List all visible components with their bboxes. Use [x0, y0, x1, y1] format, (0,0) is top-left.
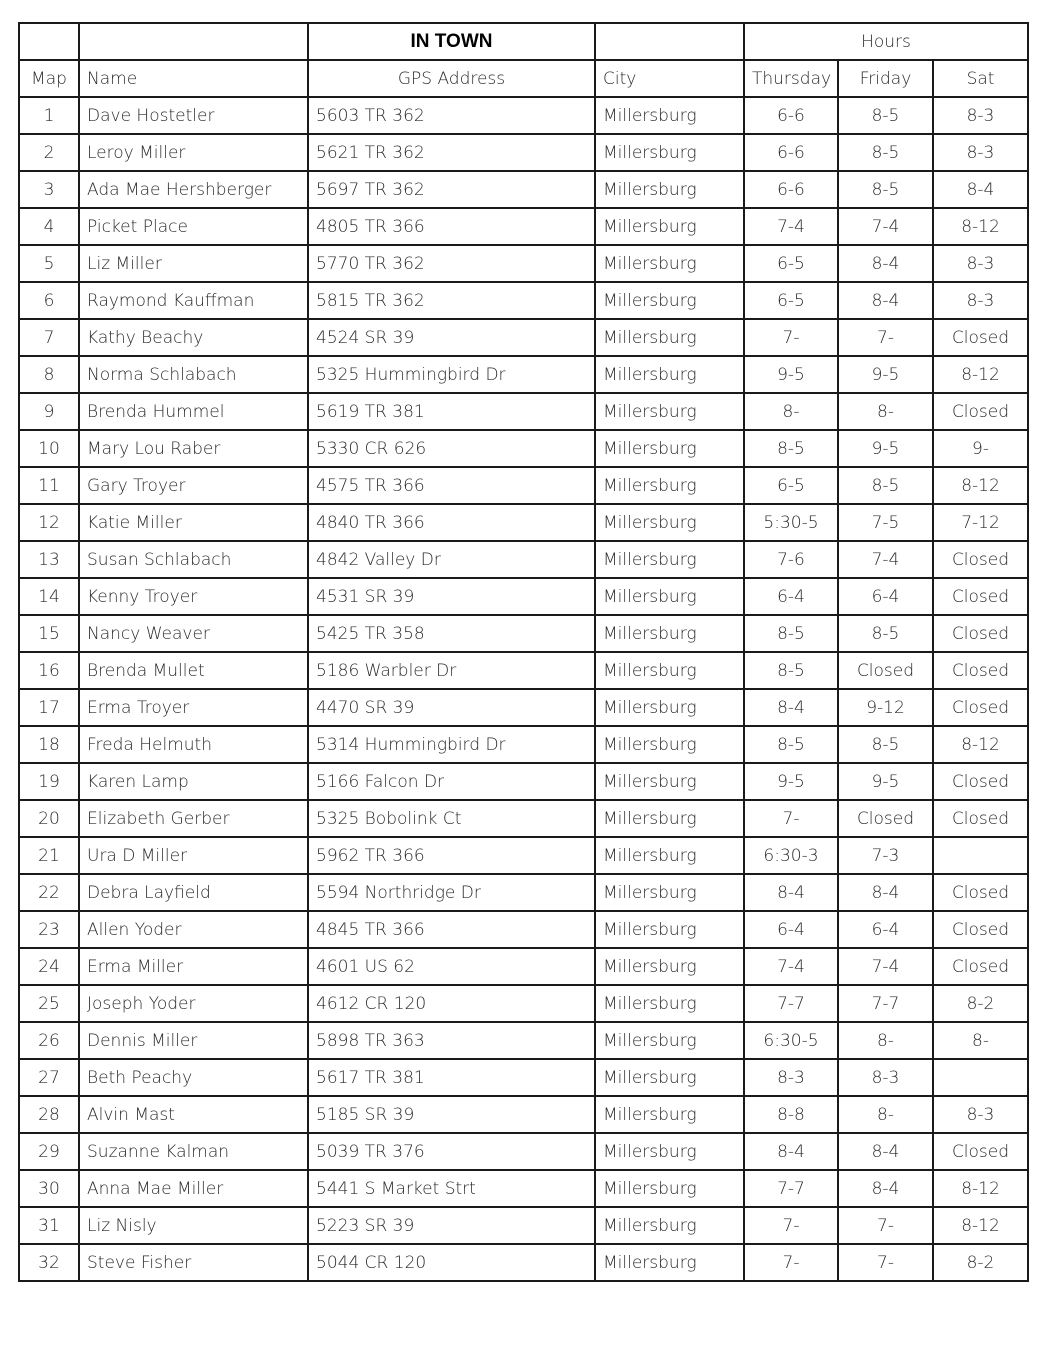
table-row [19, 393, 1028, 430]
gps-address-cell: 5039 TR 376 [308, 1133, 595, 1170]
sat-hours-cell: 9- [933, 430, 1028, 467]
vendor-name-cell: Alvin Mast [79, 1096, 308, 1133]
map-number-cell: 22 [19, 874, 79, 911]
sat-hours-cell [933, 1059, 1028, 1096]
city-cell: Millersburg [595, 245, 744, 282]
sat-hours-cell: 8-3 [933, 1096, 1028, 1133]
friday-hours-cell: 7-4 [838, 208, 933, 245]
sat-hours-cell: 8-12 [933, 1207, 1028, 1244]
thursday-hours-cell: 7- [744, 800, 838, 837]
friday-hours-cell: 6-4 [838, 911, 933, 948]
vendor-name-cell: Katie Miller [79, 504, 308, 541]
table-row [19, 319, 1028, 356]
gps-address-cell: 4840 TR 366 [308, 504, 595, 541]
vendor-name-cell: Raymond Kauffman [79, 282, 308, 319]
friday-hours-cell: 9-5 [838, 430, 933, 467]
table-row [19, 1207, 1028, 1244]
city-cell: Millersburg [595, 467, 744, 504]
city-cell: Millersburg [595, 1170, 744, 1207]
thursday-hours-cell: 9-5 [744, 763, 838, 800]
thursday-hours-cell: 7-7 [744, 1170, 838, 1207]
vendor-name-cell: Suzanne Kalman [79, 1133, 308, 1170]
col-header-gps-address: GPS Address [308, 60, 595, 97]
sat-hours-cell: 8-2 [933, 985, 1028, 1022]
thursday-hours-cell: 7-4 [744, 208, 838, 245]
friday-hours-cell: 8-5 [838, 615, 933, 652]
city-cell: Millersburg [595, 1059, 744, 1096]
friday-hours-cell: 8-5 [838, 171, 933, 208]
map-number-cell: 5 [19, 245, 79, 282]
city-cell: Millersburg [595, 393, 744, 430]
sat-hours-cell: Closed [933, 319, 1028, 356]
city-cell: Millersburg [595, 763, 744, 800]
vendor-name-cell: Joseph Yoder [79, 985, 308, 1022]
gps-address-cell: 5325 Bobolink Ct [308, 800, 595, 837]
friday-hours-cell: 8-4 [838, 282, 933, 319]
friday-hours-cell: 7-4 [838, 948, 933, 985]
map-number-cell: 20 [19, 800, 79, 837]
col-header-friday: Friday [838, 60, 933, 97]
friday-hours-cell: 8-4 [838, 245, 933, 282]
vendor-name-cell: Steve Fisher [79, 1244, 308, 1281]
vendor-name-cell: Dave Hostetler [79, 97, 308, 134]
table-row [19, 578, 1028, 615]
thursday-hours-cell: 6-5 [744, 282, 838, 319]
sat-hours-cell: Closed [933, 874, 1028, 911]
city-cell: Millersburg [595, 985, 744, 1022]
city-cell: Millersburg [595, 356, 744, 393]
sat-hours-cell: Closed [933, 615, 1028, 652]
city-cell: Millersburg [595, 1244, 744, 1281]
map-number-cell: 27 [19, 1059, 79, 1096]
gps-address-cell: 4575 TR 366 [308, 467, 595, 504]
blank-cell [19, 23, 79, 60]
table-row [19, 837, 1028, 874]
thursday-hours-cell: 7- [744, 1244, 838, 1281]
city-cell: Millersburg [595, 97, 744, 134]
gps-address-cell: 5186 Warbler Dr [308, 652, 595, 689]
thursday-hours-cell: 7-4 [744, 948, 838, 985]
gps-address-cell: 5594 Northridge Dr [308, 874, 595, 911]
map-number-cell: 3 [19, 171, 79, 208]
friday-hours-cell: 8-4 [838, 1133, 933, 1170]
friday-hours-cell: 8-5 [838, 97, 933, 134]
table-row [19, 282, 1028, 319]
city-cell: Millersburg [595, 726, 744, 763]
city-cell: Millersburg [595, 319, 744, 356]
vendor-name-cell: Beth Peachy [79, 1059, 308, 1096]
map-number-cell: 28 [19, 1096, 79, 1133]
table-row [19, 97, 1028, 134]
thursday-hours-cell: 6-4 [744, 911, 838, 948]
sat-hours-cell: 8-4 [933, 171, 1028, 208]
vendor-name-cell: Erma Miller [79, 948, 308, 985]
map-number-cell: 9 [19, 393, 79, 430]
map-number-cell: 13 [19, 541, 79, 578]
table-row [19, 726, 1028, 763]
vendor-name-cell: Nancy Weaver [79, 615, 308, 652]
thursday-hours-cell: 8-5 [744, 430, 838, 467]
table-row [19, 652, 1028, 689]
sat-hours-cell: Closed [933, 763, 1028, 800]
map-number-cell: 16 [19, 652, 79, 689]
table-row [19, 874, 1028, 911]
city-cell: Millersburg [595, 689, 744, 726]
sat-hours-cell: 8-2 [933, 1244, 1028, 1281]
thursday-hours-cell: 6:30-3 [744, 837, 838, 874]
gps-address-cell: 4470 SR 39 [308, 689, 595, 726]
thursday-hours-cell: 8-4 [744, 874, 838, 911]
table-row [19, 1133, 1028, 1170]
city-cell: Millersburg [595, 430, 744, 467]
map-number-cell: 2 [19, 134, 79, 171]
table-row [19, 948, 1028, 985]
gps-address-cell: 5617 TR 381 [308, 1059, 595, 1096]
map-number-cell: 18 [19, 726, 79, 763]
col-header-thursday: Thursday [744, 60, 838, 97]
gps-address-cell: 5044 CR 120 [308, 1244, 595, 1281]
col-header-map: Map [19, 60, 79, 97]
gps-address-cell: 5697 TR 362 [308, 171, 595, 208]
map-number-cell: 7 [19, 319, 79, 356]
table-row [19, 356, 1028, 393]
sat-hours-cell: 8-12 [933, 1170, 1028, 1207]
gps-address-cell: 5223 SR 39 [308, 1207, 595, 1244]
vendor-name-cell: Kathy Beachy [79, 319, 308, 356]
gps-address-cell: 4612 CR 120 [308, 985, 595, 1022]
vendor-name-cell: Erma Troyer [79, 689, 308, 726]
friday-hours-cell: 8-4 [838, 874, 933, 911]
hours-header: Hours [744, 23, 1028, 60]
table-row [19, 134, 1028, 171]
city-cell: Millersburg [595, 948, 744, 985]
vendor-name-cell: Leroy Miller [79, 134, 308, 171]
friday-hours-cell: 8-5 [838, 134, 933, 171]
blank-cell [595, 23, 744, 60]
gps-address-cell: 5425 TR 358 [308, 615, 595, 652]
city-cell: Millersburg [595, 652, 744, 689]
friday-hours-cell: 7- [838, 319, 933, 356]
in-town-table [18, 22, 1029, 1282]
gps-address-cell: 5619 TR 381 [308, 393, 595, 430]
vendor-name-cell: Susan Schlabach [79, 541, 308, 578]
gps-address-cell: 4531 SR 39 [308, 578, 595, 615]
thursday-hours-cell: 7- [744, 319, 838, 356]
thursday-hours-cell: 8-5 [744, 652, 838, 689]
vendor-name-cell: Liz Miller [79, 245, 308, 282]
friday-hours-cell: 7- [838, 1244, 933, 1281]
sat-hours-cell: Closed [933, 1133, 1028, 1170]
thursday-hours-cell: 8-8 [744, 1096, 838, 1133]
thursday-hours-cell: 6:30-5 [744, 1022, 838, 1059]
thursday-hours-cell: 9-5 [744, 356, 838, 393]
table-title: IN TOWN [308, 23, 595, 60]
friday-hours-cell: 8-5 [838, 467, 933, 504]
friday-hours-cell: 8- [838, 1096, 933, 1133]
gps-address-cell: 4845 TR 366 [308, 911, 595, 948]
sat-hours-cell: 8-12 [933, 356, 1028, 393]
gps-address-cell: 5815 TR 362 [308, 282, 595, 319]
table-row [19, 430, 1028, 467]
city-cell: Millersburg [595, 578, 744, 615]
friday-hours-cell: 7-5 [838, 504, 933, 541]
vendor-name-cell: Dennis Miller [79, 1022, 308, 1059]
friday-hours-cell: 9-12 [838, 689, 933, 726]
friday-hours-cell: 7-3 [838, 837, 933, 874]
map-number-cell: 26 [19, 1022, 79, 1059]
col-header-name: Name [79, 60, 308, 97]
vendor-name-cell: Gary Troyer [79, 467, 308, 504]
gps-address-cell: 4842 Valley Dr [308, 541, 595, 578]
city-cell: Millersburg [595, 615, 744, 652]
city-cell: Millersburg [595, 800, 744, 837]
table-row [19, 541, 1028, 578]
vendor-name-cell: Ura D Miller [79, 837, 308, 874]
gps-address-cell: 4805 TR 366 [308, 208, 595, 245]
sat-hours-cell: 8- [933, 1022, 1028, 1059]
city-cell: Millersburg [595, 208, 744, 245]
thursday-hours-cell: 6-6 [744, 134, 838, 171]
friday-hours-cell: 9-5 [838, 356, 933, 393]
sat-hours-cell: 8-3 [933, 245, 1028, 282]
vendor-name-cell: Debra Layfield [79, 874, 308, 911]
vendor-name-cell: Brenda Hummel [79, 393, 308, 430]
gps-address-cell: 5962 TR 366 [308, 837, 595, 874]
friday-hours-cell: Closed [838, 652, 933, 689]
sat-hours-cell [933, 837, 1028, 874]
thursday-hours-cell: 6-5 [744, 245, 838, 282]
col-header-sat: Sat [933, 60, 1028, 97]
thursday-hours-cell: 8-3 [744, 1059, 838, 1096]
city-cell: Millersburg [595, 1096, 744, 1133]
city-cell: Millersburg [595, 282, 744, 319]
map-number-cell: 25 [19, 985, 79, 1022]
map-number-cell: 23 [19, 911, 79, 948]
friday-hours-cell: 7-4 [838, 541, 933, 578]
sat-hours-cell: 8-3 [933, 282, 1028, 319]
map-number-cell: 14 [19, 578, 79, 615]
map-number-cell: 4 [19, 208, 79, 245]
table-row [19, 1022, 1028, 1059]
friday-hours-cell: 8- [838, 393, 933, 430]
table-row [19, 985, 1028, 1022]
map-number-cell: 32 [19, 1244, 79, 1281]
map-number-cell: 31 [19, 1207, 79, 1244]
vendor-name-cell: Karen Lamp [79, 763, 308, 800]
map-number-cell: 19 [19, 763, 79, 800]
gps-address-cell: 5314 Hummingbird Dr [308, 726, 595, 763]
friday-hours-cell: 8- [838, 1022, 933, 1059]
vendor-name-cell: Norma Schlabach [79, 356, 308, 393]
gps-address-cell: 5330 CR 626 [308, 430, 595, 467]
map-number-cell: 21 [19, 837, 79, 874]
friday-hours-cell: 8-5 [838, 726, 933, 763]
vendor-name-cell: Brenda Mullet [79, 652, 308, 689]
sat-hours-cell: 7-12 [933, 504, 1028, 541]
gps-address-cell: 4524 SR 39 [308, 319, 595, 356]
thursday-hours-cell: 6-6 [744, 171, 838, 208]
sat-hours-cell: Closed [933, 800, 1028, 837]
friday-hours-cell: Closed [838, 800, 933, 837]
thursday-hours-cell: 8-5 [744, 615, 838, 652]
city-cell: Millersburg [595, 911, 744, 948]
friday-hours-cell: 7- [838, 1207, 933, 1244]
sat-hours-cell: 8-12 [933, 208, 1028, 245]
vendor-name-cell: Kenny Troyer [79, 578, 308, 615]
map-number-cell: 6 [19, 282, 79, 319]
title-row [19, 23, 1028, 60]
gps-address-cell: 5898 TR 363 [308, 1022, 595, 1059]
table-row [19, 208, 1028, 245]
friday-hours-cell: 8-4 [838, 1170, 933, 1207]
table-row [19, 245, 1028, 282]
vendor-name-cell: Liz Nisly [79, 1207, 308, 1244]
table-row [19, 800, 1028, 837]
sat-hours-cell: 8-12 [933, 467, 1028, 504]
sat-hours-cell: Closed [933, 689, 1028, 726]
thursday-hours-cell: 8-5 [744, 726, 838, 763]
sat-hours-cell: Closed [933, 911, 1028, 948]
map-number-cell: 1 [19, 97, 79, 134]
city-cell: Millersburg [595, 837, 744, 874]
vendor-name-cell: Elizabeth Gerber [79, 800, 308, 837]
map-number-cell: 12 [19, 504, 79, 541]
gps-address-cell: 4601 US 62 [308, 948, 595, 985]
gps-address-cell: 5185 SR 39 [308, 1096, 595, 1133]
table-row [19, 615, 1028, 652]
thursday-hours-cell: 7- [744, 1207, 838, 1244]
gps-address-cell: 5325 Hummingbird Dr [308, 356, 595, 393]
thursday-hours-cell: 6-5 [744, 467, 838, 504]
thursday-hours-cell: 6-6 [744, 97, 838, 134]
vendor-name-cell: Freda Helmuth [79, 726, 308, 763]
city-cell: Millersburg [595, 874, 744, 911]
sat-hours-cell: 8-3 [933, 134, 1028, 171]
city-cell: Millersburg [595, 1022, 744, 1059]
map-number-cell: 15 [19, 615, 79, 652]
thursday-hours-cell: 5:30-5 [744, 504, 838, 541]
map-number-cell: 29 [19, 1133, 79, 1170]
city-cell: Millersburg [595, 134, 744, 171]
blank-cell [79, 23, 308, 60]
city-cell: Millersburg [595, 171, 744, 208]
vendor-name-cell: Picket Place [79, 208, 308, 245]
table-row [19, 171, 1028, 208]
gps-address-cell: 5621 TR 362 [308, 134, 595, 171]
sat-hours-cell: Closed [933, 652, 1028, 689]
table-row [19, 1059, 1028, 1096]
city-cell: Millersburg [595, 504, 744, 541]
thursday-hours-cell: 7-7 [744, 985, 838, 1022]
thursday-hours-cell: 8-4 [744, 689, 838, 726]
table-row [19, 1096, 1028, 1133]
thursday-hours-cell: 6-4 [744, 578, 838, 615]
thursday-hours-cell: 7-6 [744, 541, 838, 578]
sat-hours-cell: Closed [933, 578, 1028, 615]
col-header-city: City [595, 60, 744, 97]
map-number-cell: 17 [19, 689, 79, 726]
vendor-name-cell: Anna Mae Miller [79, 1170, 308, 1207]
vendor-name-cell: Mary Lou Raber [79, 430, 308, 467]
table-row [19, 467, 1028, 504]
map-number-cell: 11 [19, 467, 79, 504]
sat-hours-cell: Closed [933, 948, 1028, 985]
friday-hours-cell: 8-3 [838, 1059, 933, 1096]
map-number-cell: 30 [19, 1170, 79, 1207]
map-number-cell: 24 [19, 948, 79, 985]
map-number-cell: 8 [19, 356, 79, 393]
thursday-hours-cell: 8- [744, 393, 838, 430]
vendor-name-cell: Ada Mae Hershberger [79, 171, 308, 208]
map-number-cell: 10 [19, 430, 79, 467]
vendor-name-cell: Allen Yoder [79, 911, 308, 948]
gps-address-cell: 5441 S Market Strt [308, 1170, 595, 1207]
sat-hours-cell: Closed [933, 541, 1028, 578]
table-row [19, 504, 1028, 541]
city-cell: Millersburg [595, 541, 744, 578]
city-cell: Millersburg [595, 1207, 744, 1244]
table-row [19, 1170, 1028, 1207]
thursday-hours-cell: 8-4 [744, 1133, 838, 1170]
gps-address-cell: 5166 Falcon Dr [308, 763, 595, 800]
table-row [19, 911, 1028, 948]
friday-hours-cell: 7-7 [838, 985, 933, 1022]
table-row [19, 763, 1028, 800]
friday-hours-cell: 9-5 [838, 763, 933, 800]
city-cell: Millersburg [595, 1133, 744, 1170]
sat-hours-cell: 8-3 [933, 97, 1028, 134]
sat-hours-cell: Closed [933, 393, 1028, 430]
gps-address-cell: 5603 TR 362 [308, 97, 595, 134]
column-header-row [19, 60, 1028, 97]
gps-address-cell: 5770 TR 362 [308, 245, 595, 282]
table-row [19, 1244, 1028, 1281]
friday-hours-cell: 6-4 [838, 578, 933, 615]
sat-hours-cell: 8-12 [933, 726, 1028, 763]
table-row [19, 689, 1028, 726]
